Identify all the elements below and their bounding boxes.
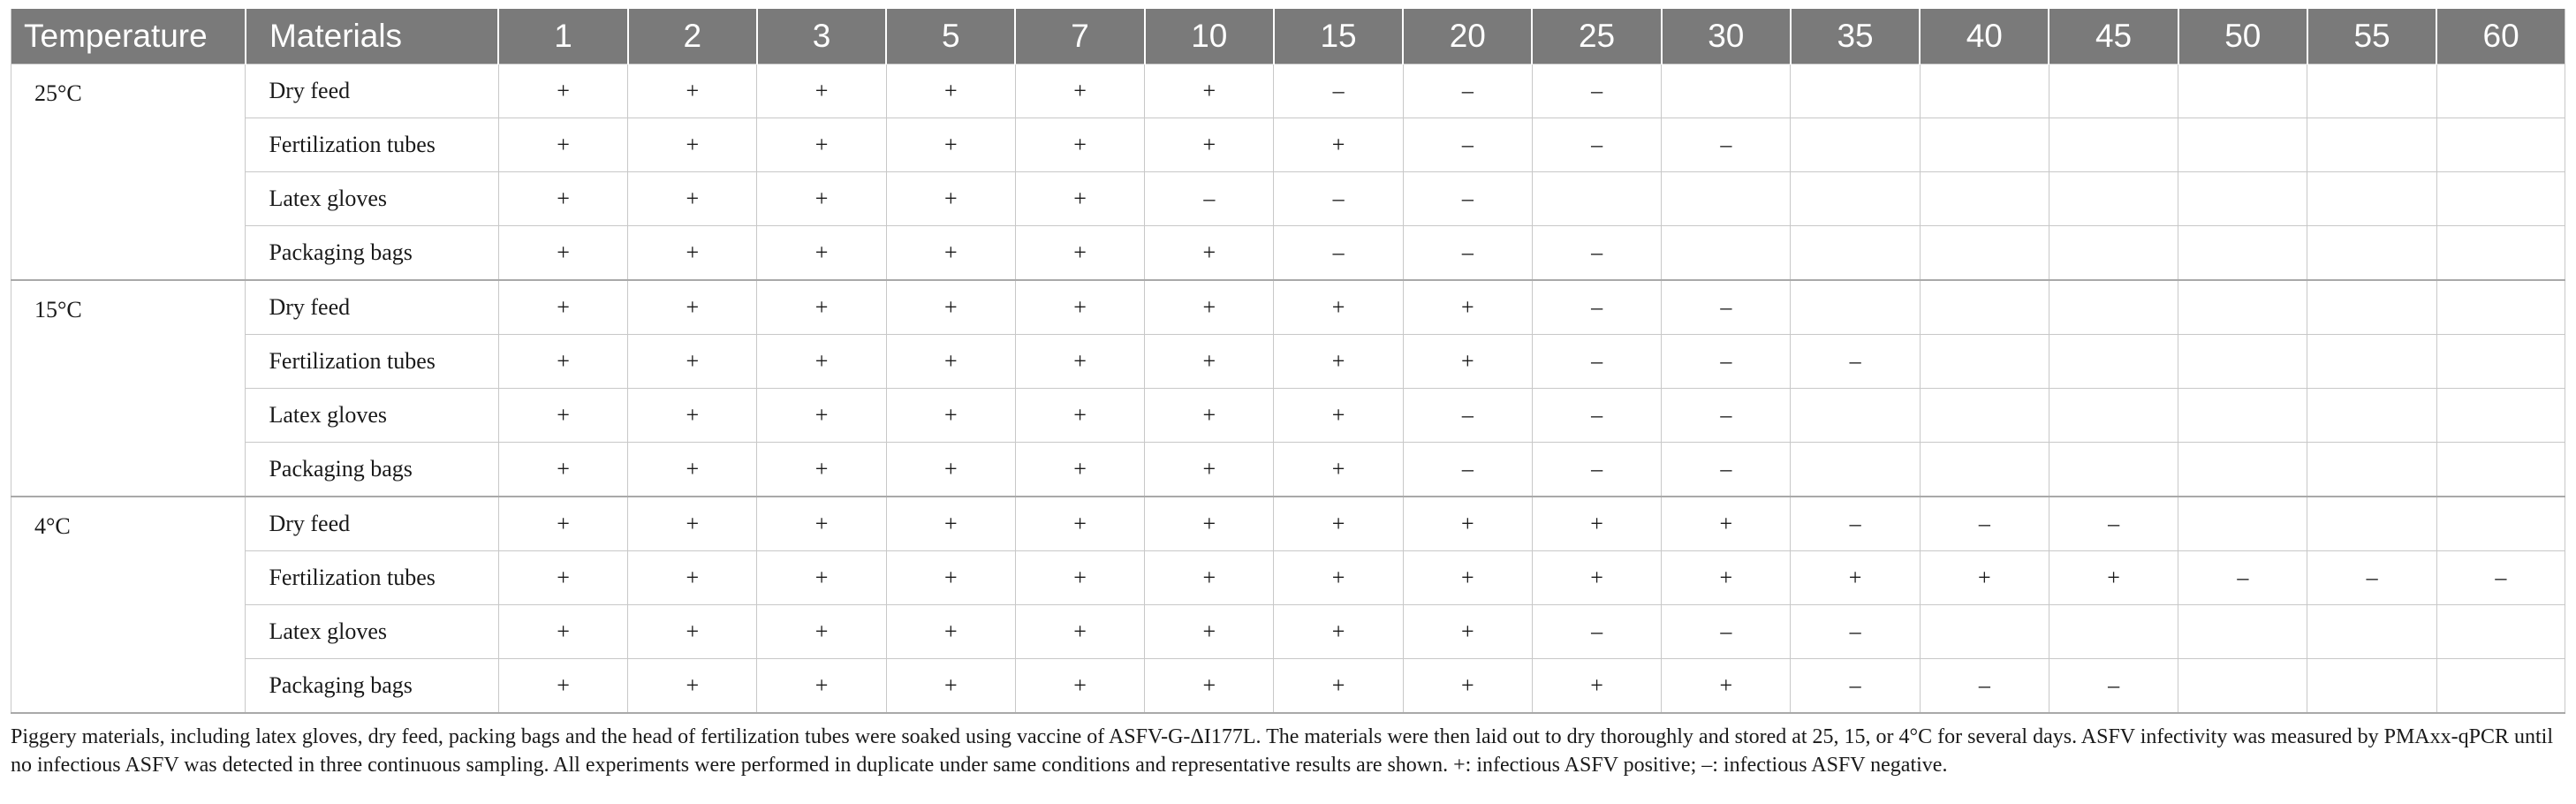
result-cell: + [1274,335,1403,389]
result-cell: + [757,497,886,551]
result-cell: + [1145,64,1274,118]
result-cell: + [1015,443,1144,497]
result-cell [1662,172,1791,226]
result-cell: – [1532,443,1661,497]
header-day: 40 [1920,9,2049,64]
table-row [11,659,2565,714]
header-day: 60 [2436,9,2565,64]
header-day: 15 [1274,9,1403,64]
material-cell: Dry feed [246,280,498,335]
header-materials: Materials [246,9,498,64]
result-cell: + [498,172,627,226]
result-cell [2307,172,2436,226]
result-cell: + [1920,551,2049,605]
result-cell: + [1015,497,1144,551]
result-cell: – [1662,280,1791,335]
result-cell: + [757,280,886,335]
result-cell: – [2307,551,2436,605]
result-cell: + [1145,443,1274,497]
result-cell [2178,172,2307,226]
result-cell: + [498,64,627,118]
result-cell [2436,226,2565,281]
result-cell [2178,64,2307,118]
result-cell [2436,280,2565,335]
material-cell: Latex gloves [246,605,498,659]
result-cell: – [1403,443,1532,497]
result-cell: + [1662,497,1791,551]
table-body [11,64,2565,714]
result-cell: + [1403,280,1532,335]
result-cell [1791,172,1920,226]
result-cell: + [757,118,886,172]
result-cell [1920,335,2049,389]
result-cell: + [498,226,627,281]
result-cell: – [1145,172,1274,226]
result-cell [2436,64,2565,118]
result-cell: – [1662,118,1791,172]
result-cell [2436,659,2565,714]
result-cell: + [1274,280,1403,335]
result-cell: + [886,335,1015,389]
result-cell [2178,659,2307,714]
result-cell: + [1274,443,1403,497]
result-cell: + [498,118,627,172]
result-cell: + [1145,659,1274,714]
result-cell [1791,226,1920,281]
result-cell: + [498,659,627,714]
result-cell: + [1403,551,1532,605]
result-cell: + [1015,172,1144,226]
result-cell [1662,226,1791,281]
table-row [11,172,2565,226]
result-cell [2307,64,2436,118]
result-cell: – [1920,659,2049,714]
result-cell [2049,443,2178,497]
result-cell [2178,118,2307,172]
result-cell [1920,118,2049,172]
result-cell: + [886,605,1015,659]
result-cell: – [1662,389,1791,443]
result-cell: + [1403,659,1532,714]
result-cell [2178,605,2307,659]
result-cell [2307,280,2436,335]
result-cell: – [2436,551,2565,605]
result-cell: + [498,335,627,389]
header-day: 25 [1532,9,1661,64]
result-cell: + [1791,551,1920,605]
result-cell: – [1791,605,1920,659]
result-cell [2307,443,2436,497]
result-cell: + [498,280,627,335]
result-cell: + [628,389,757,443]
result-cell: + [886,118,1015,172]
asfv-infectivity-table [11,9,2565,714]
result-cell [2307,389,2436,443]
result-cell [2049,389,2178,443]
result-cell [2436,172,2565,226]
header-day: 45 [2049,9,2178,64]
result-cell: + [1532,497,1661,551]
result-cell: + [1145,335,1274,389]
table-row [11,551,2565,605]
material-cell: Dry feed [246,64,498,118]
result-cell [2436,335,2565,389]
result-cell: + [757,605,886,659]
result-cell [2049,172,2178,226]
temperature-cell: 4°C [11,497,246,713]
result-cell: + [886,64,1015,118]
result-cell [2049,226,2178,281]
material-cell: Packaging bags [246,226,498,281]
result-cell: + [1015,605,1144,659]
result-cell: + [1015,64,1144,118]
result-cell [1791,280,1920,335]
material-cell: Latex gloves [246,172,498,226]
result-cell: + [886,551,1015,605]
material-cell: Fertilization tubes [246,335,498,389]
result-cell: – [1274,64,1403,118]
result-cell: + [757,443,886,497]
result-cell: – [1791,659,1920,714]
result-cell: + [757,389,886,443]
result-cell: – [1403,389,1532,443]
table-row [11,280,2565,335]
header-day: 10 [1145,9,1274,64]
table-row [11,64,2565,118]
result-cell: – [2178,551,2307,605]
header-day: 1 [498,9,627,64]
material-cell: Latex gloves [246,389,498,443]
result-cell: – [1532,389,1661,443]
result-cell: + [628,335,757,389]
result-cell: + [1145,226,1274,281]
result-cell: + [1532,659,1661,714]
result-cell: + [886,280,1015,335]
material-cell: Dry feed [246,497,498,551]
result-cell: + [886,389,1015,443]
result-cell: – [1662,605,1791,659]
result-cell [2307,659,2436,714]
result-cell: – [1532,335,1661,389]
result-cell: – [1403,118,1532,172]
result-cell: – [1274,172,1403,226]
result-cell: + [1274,659,1403,714]
result-cell: – [1662,443,1791,497]
temperature-cell: 25°C [11,64,246,281]
result-cell: + [1274,605,1403,659]
table-row [11,226,2565,281]
result-cell: – [1791,497,1920,551]
result-cell [2307,497,2436,551]
result-cell [2307,226,2436,281]
result-cell: + [1145,551,1274,605]
result-cell: + [1015,659,1144,714]
result-cell: + [2049,551,2178,605]
results-table-container [11,9,2565,779]
result-cell: – [1532,226,1661,281]
result-cell: + [1145,497,1274,551]
result-cell [1532,172,1661,226]
result-cell: – [1532,118,1661,172]
result-cell [2178,226,2307,281]
result-cell [2049,118,2178,172]
result-cell [1920,389,2049,443]
result-cell: + [1145,118,1274,172]
result-cell: + [1532,551,1661,605]
result-cell [1920,443,2049,497]
result-cell: + [1403,497,1532,551]
result-cell: + [757,226,886,281]
result-cell [2049,335,2178,389]
result-cell: + [886,659,1015,714]
result-cell: + [1015,551,1144,605]
table-row [11,389,2565,443]
header-day: 2 [628,9,757,64]
result-cell: + [1145,389,1274,443]
header-temperature: Temperature [11,9,246,64]
result-cell [2178,280,2307,335]
table-row [11,335,2565,389]
material-cell: Fertilization tubes [246,118,498,172]
result-cell: + [498,389,627,443]
result-cell [1791,118,1920,172]
result-cell [2436,443,2565,497]
result-cell: – [1532,280,1661,335]
result-cell [2436,497,2565,551]
result-cell: + [1274,497,1403,551]
result-cell: – [1403,226,1532,281]
table-row [11,497,2565,551]
result-cell: + [498,605,627,659]
table-row [11,605,2565,659]
header-day: 3 [757,9,886,64]
result-cell: + [757,659,886,714]
header-day: 35 [1791,9,1920,64]
result-cell: + [628,226,757,281]
result-cell: + [498,551,627,605]
result-cell: + [628,605,757,659]
result-cell [2178,497,2307,551]
result-cell [2307,605,2436,659]
result-cell: + [1015,389,1144,443]
result-cell: – [1532,64,1661,118]
result-cell [2049,64,2178,118]
result-cell: + [628,551,757,605]
result-cell [1662,64,1791,118]
result-cell: + [1403,335,1532,389]
result-cell: + [1274,118,1403,172]
result-cell: + [1662,659,1791,714]
result-cell [2436,118,2565,172]
result-cell: – [1791,335,1920,389]
table-footnote: Piggery materials, including latex gloves, dry feed, packing bags and the head of fertilization tubes were soaked using vaccine of ASFV-G-ΔI177L. The materials were then laid out to dry thoroughly and stored at 25, 15, or 4°C for several days. ASFV infectivity was measured by PMAxx-qPCR until no infectious ASFV was detected in three continuous sampling. All experiments were performed in duplicate under same conditions and representative results are shown. +: infectious ASFV positive; –: infectious ASFV negative. [11,725,2553,777]
result-cell: – [1532,605,1661,659]
header-day: 20 [1403,9,1532,64]
result-cell [1920,172,2049,226]
result-cell: – [1403,64,1532,118]
result-cell: + [1403,605,1532,659]
result-cell: – [1662,335,1791,389]
header-day: 5 [886,9,1015,64]
result-cell [1791,443,1920,497]
result-cell: + [886,497,1015,551]
result-cell [2436,389,2565,443]
result-cell: + [886,172,1015,226]
material-cell: Packaging bags [246,659,498,714]
result-cell: + [757,551,886,605]
result-cell [1791,389,1920,443]
result-cell: + [1015,280,1144,335]
result-cell [2049,605,2178,659]
result-cell: + [628,172,757,226]
result-cell: + [1274,389,1403,443]
result-cell [2307,118,2436,172]
result-cell [2178,335,2307,389]
header-day: 30 [1662,9,1791,64]
material-cell: Fertilization tubes [246,551,498,605]
header-day: 7 [1015,9,1144,64]
result-cell [2178,389,2307,443]
result-cell: – [1274,226,1403,281]
result-cell: + [757,64,886,118]
result-cell: + [628,497,757,551]
result-cell: + [628,280,757,335]
result-cell: + [886,226,1015,281]
result-cell: + [498,497,627,551]
result-cell: + [628,64,757,118]
result-cell: – [2049,497,2178,551]
result-cell: – [1920,497,2049,551]
result-cell: + [757,335,886,389]
result-cell: + [628,659,757,714]
temperature-cell: 15°C [11,280,246,497]
result-cell: + [1662,551,1791,605]
result-cell [1791,64,1920,118]
result-cell [2307,335,2436,389]
result-cell: + [628,443,757,497]
result-cell: + [1015,335,1144,389]
result-cell [1920,226,2049,281]
table-row [11,118,2565,172]
result-cell: + [1015,118,1144,172]
result-cell [1920,605,2049,659]
header-day: 50 [2178,9,2307,64]
result-cell: – [1403,172,1532,226]
result-cell: + [1015,226,1144,281]
result-cell: + [886,443,1015,497]
result-cell: + [1145,605,1274,659]
result-cell [2436,605,2565,659]
result-cell: + [757,172,886,226]
result-cell: + [628,118,757,172]
result-cell: + [1145,280,1274,335]
result-cell [2178,443,2307,497]
result-cell [1920,280,2049,335]
result-cell: + [1274,551,1403,605]
result-cell: + [498,443,627,497]
material-cell: Packaging bags [246,443,498,497]
table-header-row [11,9,2565,64]
header-day: 55 [2307,9,2436,64]
table-row [11,443,2565,497]
result-cell [1920,64,2049,118]
result-cell [2049,280,2178,335]
result-cell: – [2049,659,2178,714]
